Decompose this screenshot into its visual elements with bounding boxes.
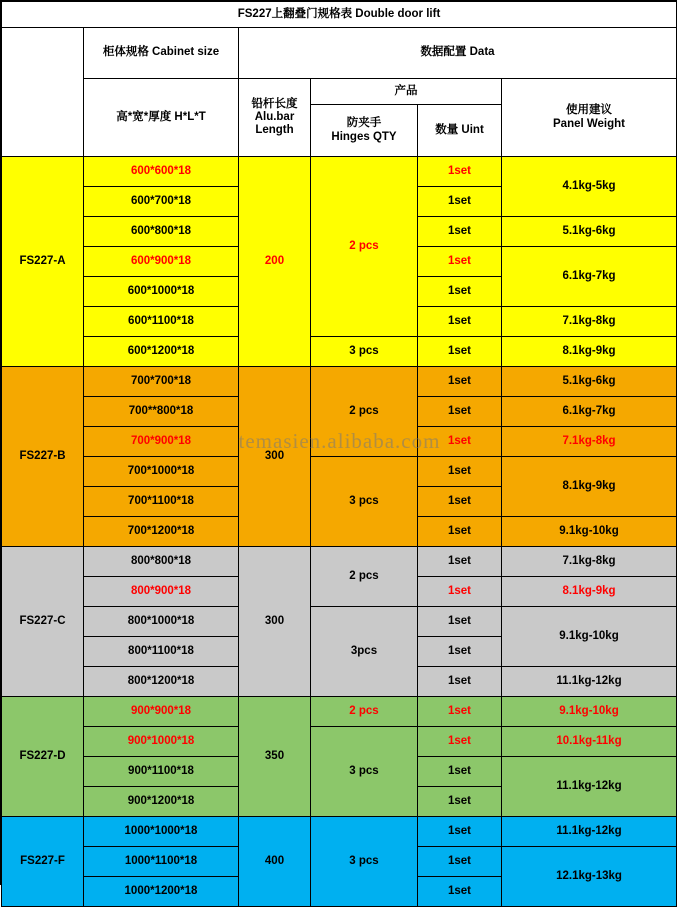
cabinet-size-cell: 800*900*18 (84, 577, 239, 607)
panel-weight-cell: 5.1kg-6kg (502, 367, 677, 397)
cabinet-size-cell: 600*800*18 (84, 217, 239, 247)
panel-weight-cell: 4.1kg-5kg (502, 157, 677, 217)
header-data-config: 数据配置 Data (239, 28, 677, 79)
panel-weight-cell: 5.1kg-6kg (502, 217, 677, 247)
qty-cell: 1set (418, 877, 502, 907)
qty-cell: 1set (418, 307, 502, 337)
hinges-qty-cell: 2 pcs (311, 367, 418, 457)
model-label: FS227-C (2, 547, 84, 697)
table-row (2, 697, 677, 727)
table-row (2, 607, 677, 637)
qty-cell: 1set (418, 577, 502, 607)
hinges-qty-cell: 3 pcs (311, 817, 418, 907)
panel-weight-cell: 9.1kg-10kg (502, 607, 677, 667)
panel-weight-cell: 7.1kg-8kg (502, 307, 677, 337)
qty-cell: 1set (418, 727, 502, 757)
qty-cell: 1set (418, 247, 502, 277)
header-qty-unit: 数量 Uint (418, 105, 502, 157)
header-panel-weight (502, 79, 677, 157)
qty-cell: 1set (418, 487, 502, 517)
header-hlt: 高*宽*厚度 H*L*T (84, 79, 239, 157)
panel-weight-cell: 8.1kg-9kg (502, 337, 677, 367)
panel-weight-cell: 9.1kg-10kg (502, 517, 677, 547)
cabinet-size-cell: 600*1100*18 (84, 307, 239, 337)
model-label: FS227-B (2, 367, 84, 547)
header-panel-line2: Panel Weight (553, 117, 625, 130)
page-title: FS227上翻叠门规格表 Double door lift (2, 2, 677, 28)
header-row-1 (2, 28, 677, 79)
hinges-qty-cell: 3 pcs (311, 727, 418, 817)
header-alu-line3: Length (255, 124, 294, 137)
qty-cell: 1set (418, 547, 502, 577)
cabinet-size-cell: 800*1000*18 (84, 607, 239, 637)
panel-weight-cell: 8.1kg-9kg (502, 457, 677, 517)
cabinet-size-cell: 700*700*18 (84, 367, 239, 397)
panel-weight-cell: 9.1kg-10kg (502, 697, 677, 727)
table-row (2, 817, 677, 847)
header-product: 产品 (311, 79, 502, 105)
cabinet-size-cell: 900*1200*18 (84, 787, 239, 817)
alu-bar-length-cell: 300 (239, 367, 311, 547)
qty-cell: 1set (418, 757, 502, 787)
qty-cell: 1set (418, 457, 502, 487)
panel-weight-cell: 6.1kg-7kg (502, 247, 677, 307)
model-label: FS227-A (2, 157, 84, 367)
header-hinges-line1: 防夹手 (346, 117, 382, 130)
cabinet-size-cell: 600*1000*18 (84, 277, 239, 307)
hinges-qty-cell: 2 pcs (311, 697, 418, 727)
qty-cell: 1set (418, 787, 502, 817)
header-model-blank (2, 28, 84, 157)
panel-weight-cell: 6.1kg-7kg (502, 397, 677, 427)
panel-weight-cell: 7.1kg-8kg (502, 427, 677, 457)
cabinet-size-cell: 700**800*18 (84, 397, 239, 427)
title-row (2, 2, 677, 28)
qty-cell: 1set (418, 817, 502, 847)
qty-cell: 1set (418, 637, 502, 667)
model-label: FS227-D (2, 697, 84, 817)
cabinet-size-cell: 800*1100*18 (84, 637, 239, 667)
panel-weight-cell: 11.1kg-12kg (502, 817, 677, 847)
header-cabinet-size: 柜体规格 Cabinet size (84, 28, 239, 79)
panel-weight-cell: 7.1kg-8kg (502, 547, 677, 577)
qty-cell: 1set (418, 337, 502, 367)
cabinet-size-cell: 900*1100*18 (84, 757, 239, 787)
qty-cell: 1set (418, 367, 502, 397)
hinges-qty-cell: 3 pcs (311, 337, 418, 367)
table-row (2, 337, 677, 367)
cabinet-size-cell: 1000*1000*18 (84, 817, 239, 847)
header-alu-line1: 铅杆长度 (251, 97, 298, 110)
hinges-qty-cell: 3pcs (311, 607, 418, 697)
qty-cell: 1set (418, 157, 502, 187)
qty-cell: 1set (418, 427, 502, 457)
alu-bar-length-cell: 350 (239, 697, 311, 817)
header-alu-line2: Alu.bar (254, 110, 295, 123)
header-alu-bar (239, 79, 311, 157)
alu-bar-length-cell: 200 (239, 157, 311, 367)
table-row (2, 367, 677, 397)
cabinet-size-cell: 1000*1100*18 (84, 847, 239, 877)
alu-bar-length-cell: 300 (239, 547, 311, 697)
cabinet-size-cell: 600*700*18 (84, 187, 239, 217)
hinges-qty-cell: 3 pcs (311, 457, 418, 547)
cabinet-size-cell: 700*900*18 (84, 427, 239, 457)
qty-cell: 1set (418, 847, 502, 877)
cabinet-size-cell: 800*1200*18 (84, 667, 239, 697)
cabinet-size-cell: 600*1200*18 (84, 337, 239, 367)
panel-weight-cell: 10.1kg-11kg (502, 727, 677, 757)
hinges-qty-cell: 2 pcs (311, 547, 418, 607)
watermark: temasien.alibaba.com (238, 429, 441, 453)
cabinet-size-cell: 1000*1200*18 (84, 877, 239, 907)
table-row (2, 457, 677, 487)
qty-cell: 1set (418, 187, 502, 217)
qty-cell: 1set (418, 277, 502, 307)
header-row-2 (2, 79, 677, 105)
panel-weight-cell: 11.1kg-12kg (502, 757, 677, 817)
spec-table (1, 1, 677, 907)
table-row (2, 547, 677, 577)
qty-cell: 1set (418, 397, 502, 427)
table-row (2, 727, 677, 757)
cabinet-size-cell: 700*1000*18 (84, 457, 239, 487)
qty-cell: 1set (418, 517, 502, 547)
cabinet-size-cell: 600*900*18 (84, 247, 239, 277)
qty-cell: 1set (418, 607, 502, 637)
qty-cell: 1set (418, 217, 502, 247)
qty-cell: 1set (418, 697, 502, 727)
cabinet-size-cell: 800*800*18 (84, 547, 239, 577)
model-label: FS227-F (2, 817, 84, 907)
panel-weight-cell: 12.1kg-13kg (502, 847, 677, 907)
panel-weight-cell: 8.1kg-9kg (502, 577, 677, 607)
cabinet-size-cell: 600*600*18 (84, 157, 239, 187)
header-panel-line1: 使用建议 (566, 104, 612, 117)
alu-bar-length-cell: 400 (239, 817, 311, 907)
cabinet-size-cell: 700*1100*18 (84, 487, 239, 517)
header-hinges-qty (311, 105, 418, 157)
cabinet-size-cell: 900*900*18 (84, 697, 239, 727)
cabinet-size-cell: 900*1000*18 (84, 727, 239, 757)
panel-weight-cell: 11.1kg-12kg (502, 667, 677, 697)
table-row (2, 157, 677, 187)
cabinet-size-cell: 700*1200*18 (84, 517, 239, 547)
hinges-qty-cell: 2 pcs (311, 157, 418, 337)
header-hinges-line2: Hinges QTY (331, 130, 397, 143)
qty-cell: 1set (418, 667, 502, 697)
